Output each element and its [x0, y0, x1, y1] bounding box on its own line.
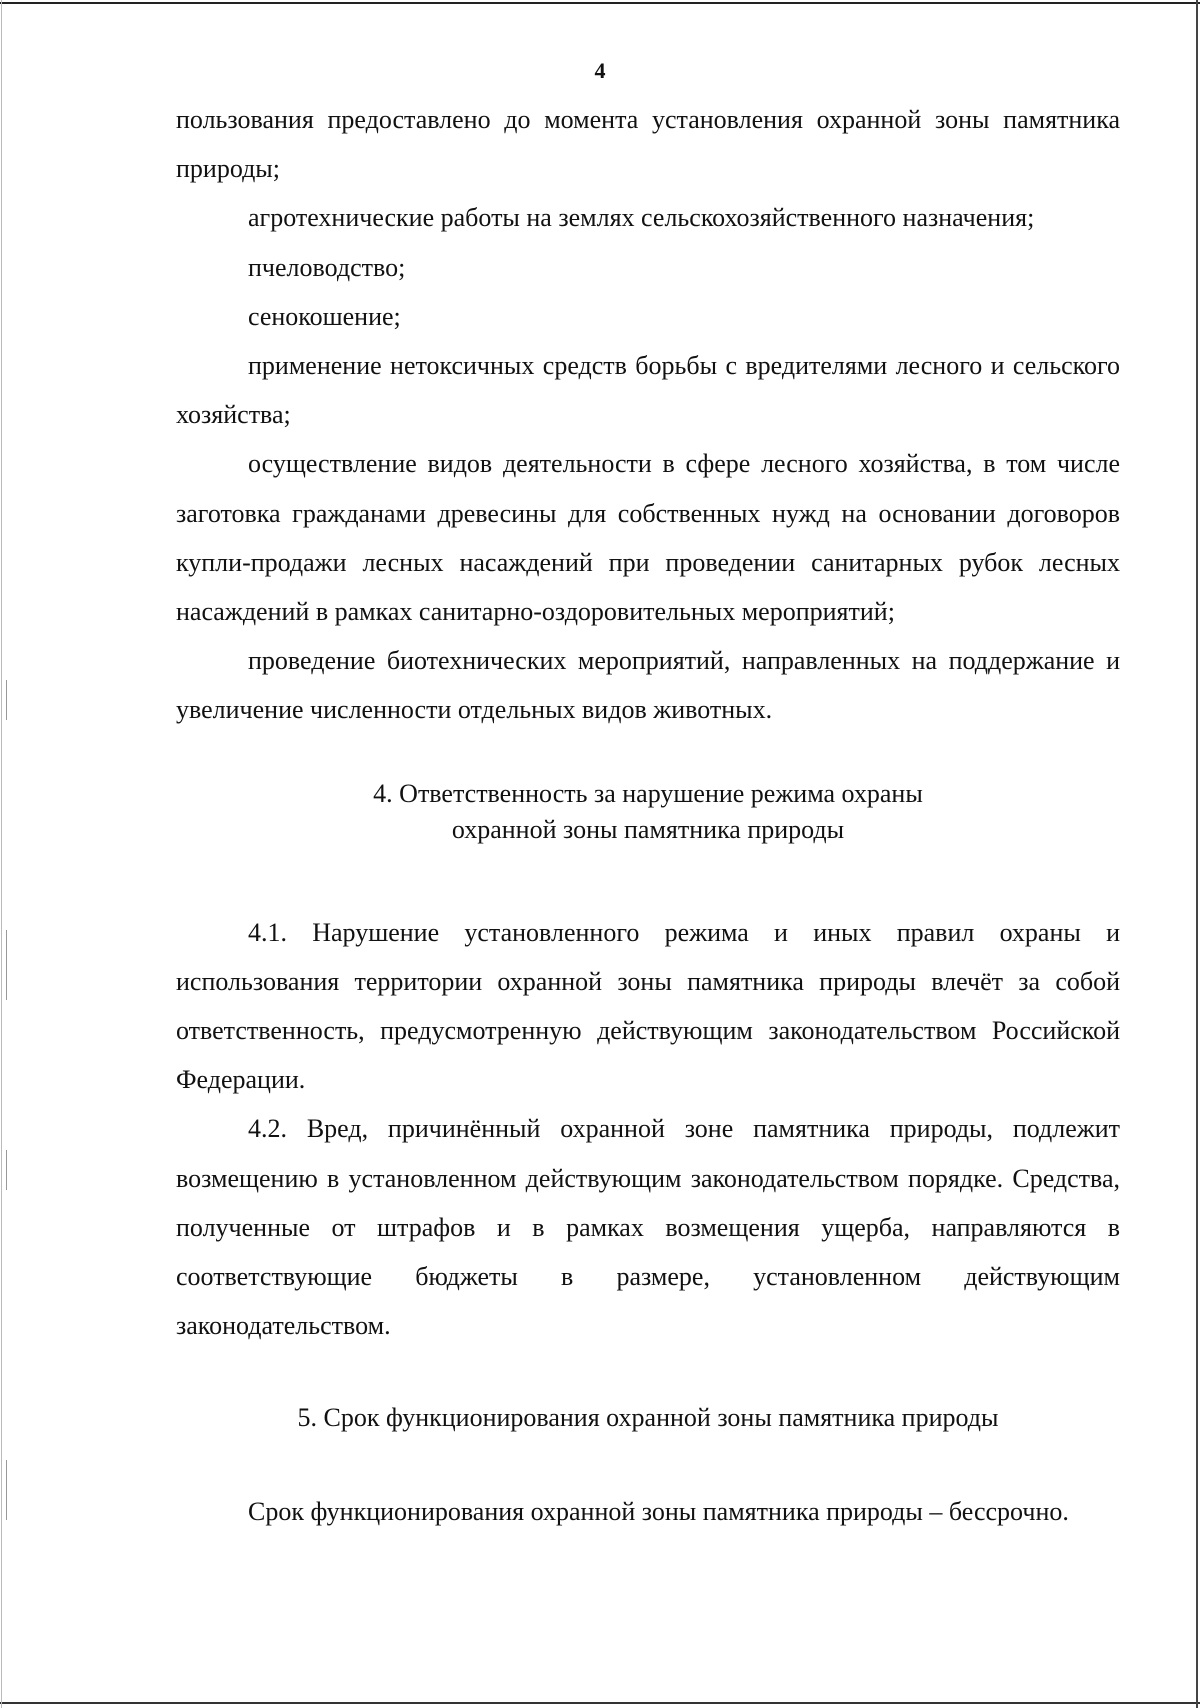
- scan-edge-bottom: [0, 1702, 1200, 1704]
- paragraph: 4.2. Вред, причинённый охранной зоне памятника природы, подлежит возмещению в установленном действующим законодательством порядке. Средства, полученные от штрафов и в рамках возмещения ущерба, направляются в соответствующие бюджеты в размере, установленном действующим законодательством.: [176, 1114, 1120, 1341]
- document-body: [176, 95, 1120, 1537]
- scan-edge-right: [1196, 0, 1198, 1708]
- paragraph: пользования предоставлено до момента установления охранной зоны памятника природы;: [176, 105, 1120, 184]
- scan-mark: [6, 680, 7, 720]
- scan-edge-left: [1, 0, 2, 1708]
- scan-mark: [6, 1150, 7, 1190]
- paragraph: проведение биотехнических мероприятий, направленных на поддержание и увеличение численности отдельных видов животных.: [176, 646, 1120, 725]
- paragraph: 4.1. Нарушение установленного режима и иных правил охраны и использования территории охранной зоны памятника природы влечёт за собой ответственность, предусмотренную действующим законодательством Российской Федерации.: [176, 917, 1120, 1095]
- section-heading-line: 4. Ответственность за нарушение режима охраны: [373, 778, 923, 808]
- paragraph: сенокошение;: [248, 301, 401, 331]
- section-heading: [176, 776, 1120, 848]
- scan-edge-top: [0, 2, 1200, 4]
- paragraph: агротехнические работы на землях сельскохозяйственного назначения;: [248, 203, 1035, 233]
- section-heading-line: охранной зоны памятника природы: [451, 814, 845, 844]
- scan-mark: [6, 930, 7, 1000]
- page-number: 4: [594, 58, 606, 83]
- section-heading: [176, 1400, 1120, 1436]
- paragraph: пчеловодство;: [248, 252, 406, 282]
- section-heading-line: 5. Срок функционирования охранной зоны памятника природы: [297, 1403, 999, 1433]
- paragraph: применение нетоксичных средств борьбы с вредителями лесного и сельского хозяйства;: [176, 351, 1120, 430]
- paragraph: Срок функционирования охранной зоны памятника природы – бессрочно.: [248, 1497, 1069, 1527]
- scan-mark: [6, 1460, 7, 1520]
- paragraph: осуществление видов деятельности в сфере лесного хозяйства, в том числе заготовка гражданами древесины для собственных нужд на основании договоров купли-продажи лесных насаждений при проведении санитарных рубок лесных насаждений в рамках санитарно-оздоровительных мероприятий;: [176, 449, 1120, 627]
